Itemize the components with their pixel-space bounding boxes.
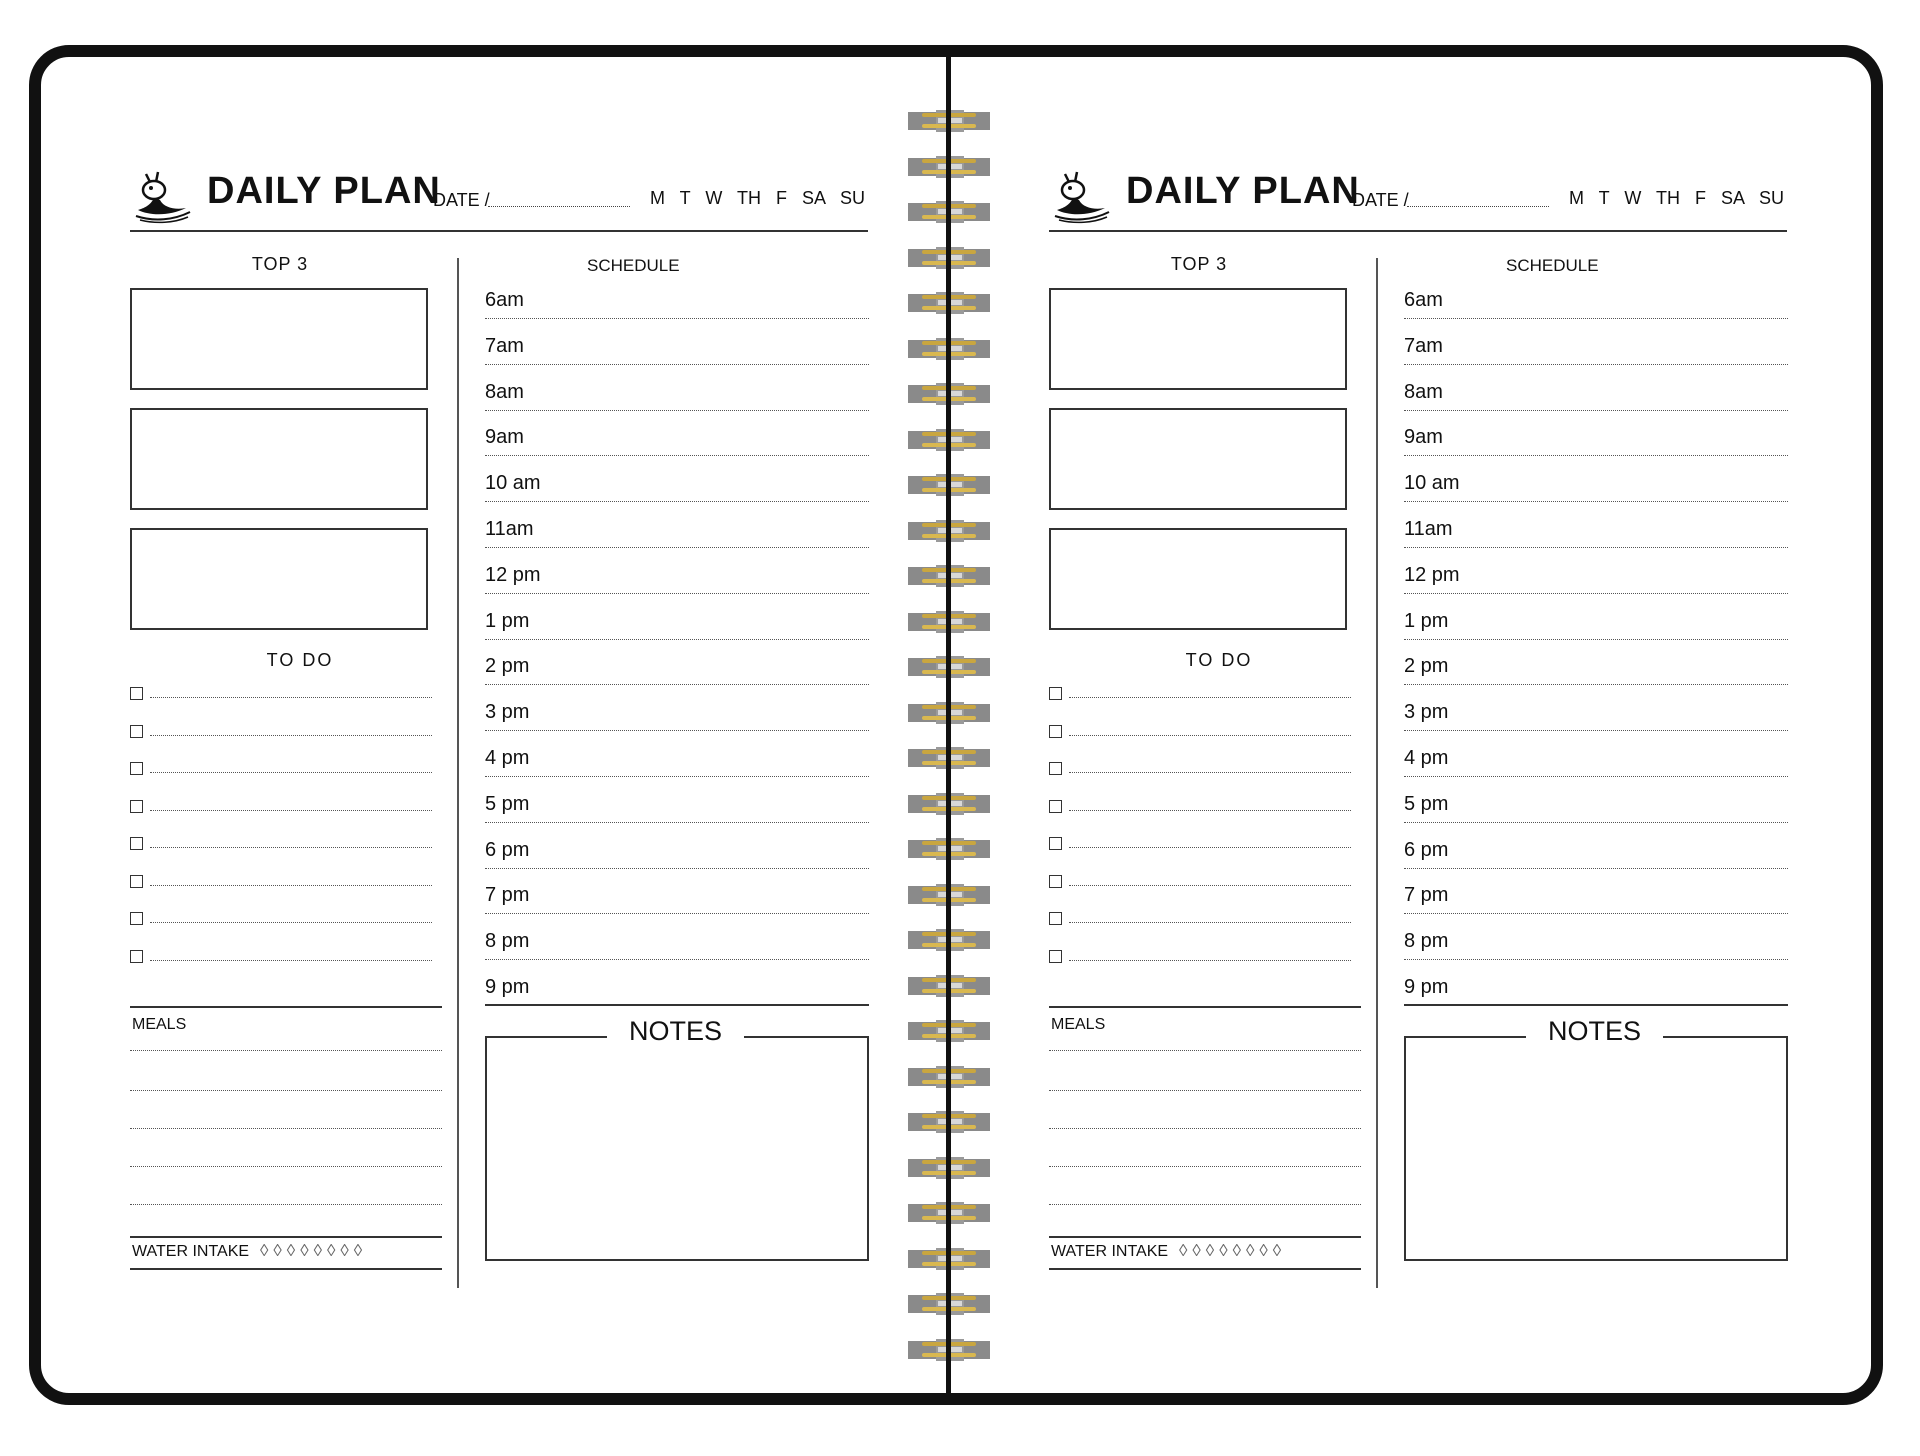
todo-item <box>1049 683 1354 703</box>
schedule-time: 9 pm <box>1404 976 1449 998</box>
checkbox-icon <box>1049 837 1062 850</box>
meal-line <box>1049 1050 1361 1051</box>
schedule-row <box>1404 330 1788 375</box>
meals-label: MEALS <box>132 1016 187 1033</box>
schedule-time: 7 pm <box>485 884 530 907</box>
meals-divider <box>1049 1006 1361 1008</box>
schedule-line <box>1404 776 1788 777</box>
todo-line <box>1069 772 1351 773</box>
todo-line <box>1069 922 1351 923</box>
column-divider <box>457 258 459 1288</box>
schedule-line <box>485 959 869 960</box>
schedule-time: 5 pm <box>1404 792 1449 815</box>
top3-box <box>130 528 428 630</box>
todo-item <box>1049 833 1354 853</box>
schedule-time: 9am <box>1404 426 1443 449</box>
schedule-time: 6am <box>1404 289 1443 311</box>
schedule-line <box>1404 959 1788 960</box>
schedule-time: 5 pm <box>485 792 530 815</box>
checkbox-icon <box>130 912 143 925</box>
todo-line <box>1069 697 1351 698</box>
todo-item <box>130 871 435 891</box>
schedule-line <box>485 593 869 594</box>
schedule-time: 10 am <box>1404 472 1460 495</box>
water-drop-icon: ◊◊◊◊◊◊◊◊ <box>1179 1241 1287 1260</box>
todo-label: TO DO <box>266 650 334 670</box>
top3-box <box>130 288 428 390</box>
todo-item <box>130 908 435 928</box>
schedule-line <box>1404 822 1788 823</box>
schedule-row <box>1404 376 1788 421</box>
todo-line <box>150 922 432 923</box>
schedule-time: 7 pm <box>1404 884 1449 907</box>
schedule-line <box>1404 410 1788 411</box>
todo-line <box>1069 885 1351 886</box>
page-title: DAILY PLAN <box>1126 170 1360 212</box>
top3-box <box>1049 288 1347 390</box>
water-intake <box>130 1236 442 1270</box>
top3-box <box>130 408 428 510</box>
schedule-row <box>1404 605 1788 650</box>
schedule-line <box>485 364 869 365</box>
schedule-row <box>485 605 869 650</box>
notes-label: NOTES <box>607 1016 744 1047</box>
schedule-row <box>1404 879 1788 924</box>
schedule-time: 1 pm <box>1404 609 1449 632</box>
todo-line <box>1069 847 1351 848</box>
todo-item <box>1049 758 1354 778</box>
schedule-row <box>485 421 869 466</box>
schedule-bottom-line <box>1404 1004 1788 1006</box>
schedule-bottom-line <box>485 1004 869 1006</box>
schedule-row <box>485 650 869 695</box>
schedule-label: SCHEDULE <box>587 256 680 275</box>
checkbox-icon <box>130 800 143 813</box>
schedule-row <box>1404 696 1788 741</box>
schedule-time: 4 pm <box>1404 747 1449 769</box>
schedule-time: 3 pm <box>1404 701 1449 724</box>
left-page <box>0 0 866 1456</box>
schedule-line <box>1404 639 1788 640</box>
checkbox-icon <box>130 950 143 963</box>
todo-item <box>1049 721 1354 741</box>
schedule-row <box>1404 971 1788 1016</box>
swan-logo-icon <box>1049 164 1113 224</box>
schedule-time: 6 pm <box>485 838 530 861</box>
notes-box <box>485 1016 869 1261</box>
schedule-row <box>1404 650 1788 695</box>
schedule-row <box>485 971 869 1016</box>
swan-logo-icon <box>130 164 194 224</box>
todo-item <box>130 946 435 966</box>
checkbox-icon <box>1049 875 1062 888</box>
schedule-line <box>485 822 869 823</box>
date-line <box>1407 206 1549 207</box>
schedule-time: 8 pm <box>485 930 530 953</box>
schedule-line <box>1404 501 1788 502</box>
checkbox-icon <box>130 687 143 700</box>
schedule-row <box>1404 421 1788 466</box>
date-line <box>488 206 630 207</box>
schedule-row <box>485 467 869 512</box>
schedule-line <box>485 913 869 914</box>
meal-line <box>130 1128 442 1129</box>
notes-label: NOTES <box>1526 1016 1663 1047</box>
schedule-time: 11am <box>1404 518 1453 540</box>
schedule-time: 8am <box>485 380 524 403</box>
top3-box <box>1049 528 1347 630</box>
schedule-row <box>1404 559 1788 604</box>
schedule-line <box>485 684 869 685</box>
meal-line <box>130 1050 442 1051</box>
schedule-time: 10 am <box>485 472 541 495</box>
schedule-line <box>1404 547 1788 548</box>
schedule-time: 7am <box>485 334 524 357</box>
schedule-time: 4 pm <box>485 747 530 769</box>
schedule-row <box>485 696 869 741</box>
schedule-line <box>485 410 869 411</box>
checkbox-icon <box>130 875 143 888</box>
todo-label: TO DO <box>1185 650 1253 670</box>
schedule-time: 6 pm <box>1404 838 1449 861</box>
todo-item <box>1049 908 1354 928</box>
meal-line <box>1049 1090 1361 1091</box>
meal-line <box>1049 1166 1361 1167</box>
checkbox-icon <box>1049 687 1062 700</box>
todo-line <box>150 772 432 773</box>
page-title: DAILY PLAN <box>207 170 441 212</box>
meal-line <box>130 1204 442 1205</box>
schedule-time: 12 pm <box>1404 563 1460 586</box>
schedule-row <box>1404 467 1788 512</box>
schedule-row <box>485 788 869 833</box>
todo-line <box>1069 960 1351 961</box>
schedule-line <box>1404 868 1788 869</box>
schedule-line <box>485 547 869 548</box>
schedule-row <box>1404 925 1788 970</box>
schedule-line <box>1404 364 1788 365</box>
todo-line <box>1069 735 1351 736</box>
schedule-row <box>485 559 869 604</box>
meals-label: MEALS <box>1051 1016 1106 1033</box>
todo-item <box>1049 946 1354 966</box>
schedule-line <box>485 639 869 640</box>
schedule-line <box>1404 593 1788 594</box>
weekday-selector: M T W TH F SA SU <box>650 188 866 208</box>
schedule-time: 7am <box>1404 334 1443 357</box>
todo-item <box>130 758 435 778</box>
notes-box <box>1404 1016 1788 1261</box>
schedule-time: 9 pm <box>485 976 530 998</box>
todo-line <box>1069 810 1351 811</box>
schedule-time: 8 pm <box>1404 930 1449 953</box>
water-intake-label: WATER INTAKE <box>132 1243 250 1260</box>
todo-line <box>150 847 432 848</box>
date-label: DATE / <box>1352 190 1409 210</box>
todo-item <box>1049 871 1354 891</box>
water-intake <box>1049 1236 1361 1270</box>
date-label: DATE / <box>433 190 490 210</box>
todo-line <box>150 810 432 811</box>
meal-line <box>1049 1204 1361 1205</box>
weekday-selector: M T W TH F SA SU <box>1569 188 1785 208</box>
schedule-line <box>1404 455 1788 456</box>
schedule-row <box>485 879 869 924</box>
schedule-line <box>485 501 869 502</box>
schedule-row <box>1404 513 1788 558</box>
checkbox-icon <box>1049 912 1062 925</box>
schedule-row <box>1404 742 1788 787</box>
checkbox-icon <box>130 725 143 738</box>
schedule-time: 9am <box>485 426 524 449</box>
meals-divider <box>130 1006 442 1008</box>
schedule-row <box>485 330 869 375</box>
schedule-row <box>485 284 869 329</box>
schedule-line <box>1404 730 1788 731</box>
schedule-line <box>1404 684 1788 685</box>
schedule-time: 1 pm <box>485 609 530 632</box>
checkbox-icon <box>1049 725 1062 738</box>
checkbox-icon <box>1049 800 1062 813</box>
schedule-row <box>1404 788 1788 833</box>
todo-line <box>150 885 432 886</box>
todo-item <box>130 796 435 816</box>
top3-label: TOP 3 <box>1170 254 1228 274</box>
schedule-row <box>485 742 869 787</box>
schedule-row <box>485 925 869 970</box>
schedule-row <box>485 513 869 558</box>
schedule-row <box>485 376 869 421</box>
page-header <box>130 160 868 232</box>
schedule-time: 8am <box>1404 380 1443 403</box>
schedule-line <box>1404 913 1788 914</box>
schedule-time: 6am <box>485 289 524 311</box>
schedule-line <box>485 776 869 777</box>
schedule-line <box>485 730 869 731</box>
schedule-line <box>485 318 869 319</box>
todo-line <box>150 697 432 698</box>
top3-box <box>1049 408 1347 510</box>
todo-item <box>1049 796 1354 816</box>
schedule-label: SCHEDULE <box>1506 256 1599 275</box>
meal-line <box>130 1090 442 1091</box>
meal-line <box>130 1166 442 1167</box>
schedule-time: 2 pm <box>1404 655 1449 678</box>
checkbox-icon <box>1049 950 1062 963</box>
checkbox-icon <box>130 837 143 850</box>
todo-item <box>130 683 435 703</box>
schedule-line <box>1404 318 1788 319</box>
todo-item <box>130 721 435 741</box>
column-divider <box>1376 258 1378 1288</box>
schedule-time: 3 pm <box>485 701 530 724</box>
page-header <box>1049 160 1787 232</box>
todo-line <box>150 960 432 961</box>
schedule-time: 2 pm <box>485 655 530 678</box>
todo-item <box>130 833 435 853</box>
schedule-line <box>485 868 869 869</box>
checkbox-icon <box>1049 762 1062 775</box>
top3-label: TOP 3 <box>251 254 309 274</box>
schedule-row <box>485 834 869 879</box>
schedule-row <box>1404 834 1788 879</box>
schedule-row <box>1404 284 1788 329</box>
water-drop-icon: ◊◊◊◊◊◊◊◊ <box>260 1241 368 1260</box>
schedule-line <box>485 455 869 456</box>
checkbox-icon <box>130 762 143 775</box>
todo-line <box>150 735 432 736</box>
schedule-time: 11am <box>485 518 534 540</box>
water-intake-label: WATER INTAKE <box>1051 1243 1169 1260</box>
schedule-time: 12 pm <box>485 563 541 586</box>
meal-line <box>1049 1128 1361 1129</box>
right-page <box>919 0 1785 1456</box>
